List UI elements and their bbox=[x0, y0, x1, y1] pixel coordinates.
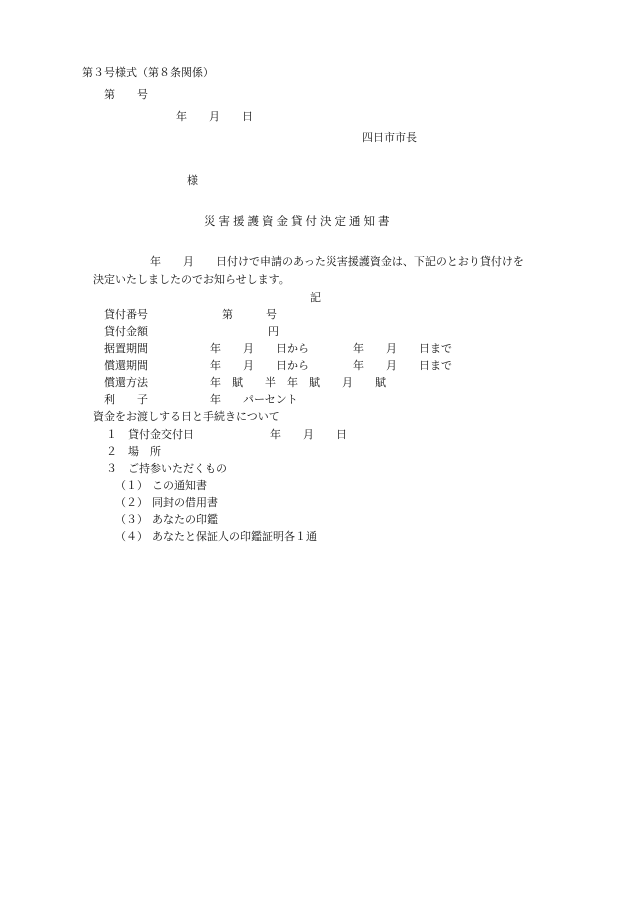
loan-amount-value: 円 bbox=[268, 325, 279, 338]
interest-label: 利 子 bbox=[104, 393, 148, 406]
addressee-suffix: 様 bbox=[187, 174, 198, 187]
sub-item-2-number: （２） bbox=[115, 496, 148, 509]
repayment-period-value: 年 月 日から 年 月 日まで bbox=[210, 359, 452, 372]
loan-amount-label: 貸付金額 bbox=[104, 325, 148, 338]
repayment-method-value: 年 賦 半 年 賦 月 賦 bbox=[210, 376, 386, 389]
handover-item-1-value: 年 月 日 bbox=[270, 428, 347, 441]
document-title: 災害援護資金貸付決定通知書 bbox=[204, 214, 393, 228]
handover-item-3-number: ３ bbox=[106, 462, 117, 475]
repayment-method-label: 償還方法 bbox=[104, 376, 148, 389]
issue-date: 年 月 日 bbox=[176, 110, 253, 123]
interest-value: 年 パーセント bbox=[210, 393, 298, 406]
sub-item-4-text: あなたと保証人の印鑑証明各１通 bbox=[152, 530, 317, 543]
handover-heading: 資金をお渡しする日と手続きについて bbox=[93, 410, 280, 423]
sub-item-1-text: この通知書 bbox=[152, 479, 207, 492]
sub-item-4-number: （４） bbox=[115, 530, 148, 543]
handover-item-3-label: ご持参いただくもの bbox=[128, 462, 227, 475]
loan-number-label: 貸付番号 bbox=[104, 308, 148, 321]
form-header: 第３号様式（第８条関係） bbox=[82, 66, 214, 79]
document-number: 第 号 bbox=[104, 88, 148, 101]
sub-item-3-number: （３） bbox=[115, 513, 148, 526]
handover-item-2-label: 場 所 bbox=[128, 445, 161, 458]
intro-line-2: 決定いたしましたのでお知らせします。 bbox=[93, 273, 290, 286]
issuer: 四日市市長 bbox=[362, 131, 417, 144]
handover-item-1-label: 貸付金交付日 bbox=[128, 428, 194, 441]
deferment-label: 据置期間 bbox=[104, 342, 148, 355]
repayment-period-label: 償還期間 bbox=[104, 359, 148, 372]
sub-item-1-number: （１） bbox=[115, 479, 148, 492]
handover-item-1-number: １ bbox=[106, 428, 117, 441]
sub-item-3-text: あなたの印鑑 bbox=[152, 513, 218, 526]
handover-item-2-number: ２ bbox=[106, 445, 117, 458]
deferment-value: 年 月 日から 年 月 日まで bbox=[210, 342, 452, 355]
loan-number-value: 第 号 bbox=[222, 308, 277, 321]
ki-heading: 記 bbox=[310, 291, 321, 304]
intro-line-1: 年 月 日付けで申請のあった災害援護資金は、下記のとおり貸付けを bbox=[150, 255, 524, 268]
sub-item-2-text: 同封の借用書 bbox=[152, 496, 218, 509]
